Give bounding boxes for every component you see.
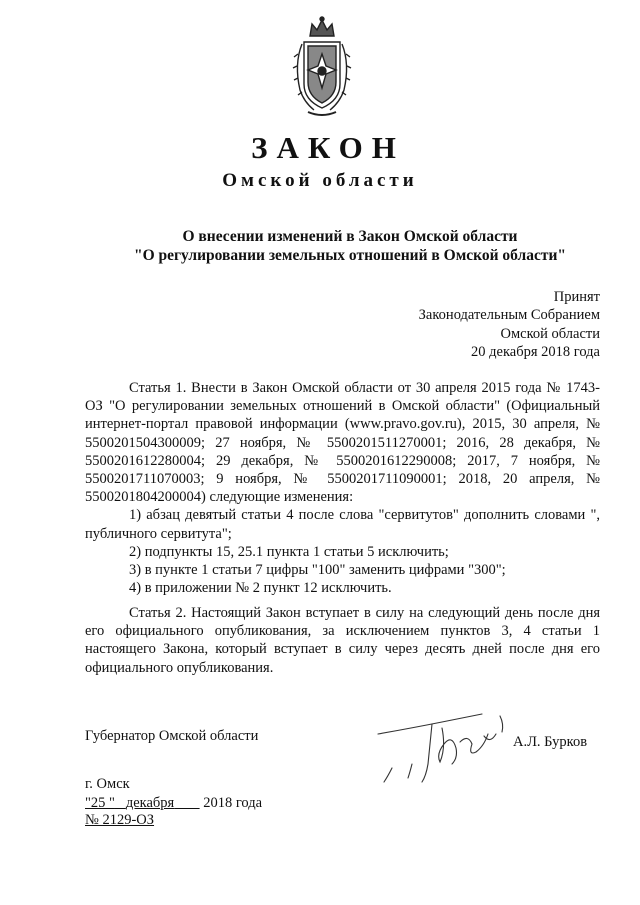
- signing-date: [85, 795, 262, 812]
- coat-of-arms-emblem: [290, 14, 354, 120]
- document-subtitle: Омской области: [222, 170, 418, 191]
- article-1: [85, 379, 600, 597]
- law-title-line-1: О внесении изменений в Закон Омской области: [182, 228, 518, 245]
- adoption-date: 20 декабря 2018 года: [471, 344, 600, 360]
- governor-name: А.Л. Бурков: [513, 734, 588, 750]
- article-1-item: 4) в приложении № 2 пункт 12 исключить.: [129, 580, 392, 597]
- law-title-line-2: "О регулировании земельных отношений в Омской области": [133, 247, 567, 264]
- law-number: № 2129-ОЗ: [85, 812, 155, 828]
- governor-position: Губернатор Омской области: [85, 728, 259, 744]
- signing-day: "25 ": [85, 795, 115, 811]
- adoption-line-3: Омской области: [500, 326, 600, 342]
- document-title: ЗАКОН: [251, 130, 405, 165]
- signing-year: 2018 года: [203, 795, 263, 811]
- city: г. Омск: [85, 776, 130, 792]
- adoption-line-2: Законодательным Собранием: [418, 307, 600, 323]
- adoption-line-1: Принят: [553, 289, 600, 305]
- article-1-item: 3) в пункте 1 статьи 7 цифры "100" заменить цифрами "300";: [129, 562, 506, 579]
- article-1-item: 1) абзац девятый статьи 4 после слова "сервитутов" дополнить словами ", публичного сервитута";: [85, 507, 600, 542]
- handwritten-signature: [372, 704, 528, 786]
- article-1-item: 2) подпункты 15, 25.1 пункта 1 статьи 5 исключить;: [129, 543, 449, 560]
- article-2: Статья 2. Настоящий Закон вступает в силу на следующий день после дня его официального опубликования, за исключением пунктов 3, 4 статьи 1 настоящего Закона, который вступает в силу через десять дней после дня его официального опубликования.: [85, 605, 600, 676]
- article-1-intro: Статья 1. Внести в Закон Омской области от 30 апреля 2015 года № 1743-ОЗ "О регулировании земельных отношений в Омской области" (Официальный интернет-портал правовой информации (www.pravo.gov.ru), 2015, 30 апреля, № 5500201504300009; 27 ноября, № 5500201511270001; 2016, 28 декабря, № 5500201612280004; 29 декабря, № 5500201612290008; 2017, 7 ноября, № 5500201711070003; 9 ноября, № 5500201711090001; 2018, 20 апреля, № 5500201804200004) следующие изменения:: [85, 380, 600, 506]
- signing-month: декабря: [125, 795, 175, 811]
